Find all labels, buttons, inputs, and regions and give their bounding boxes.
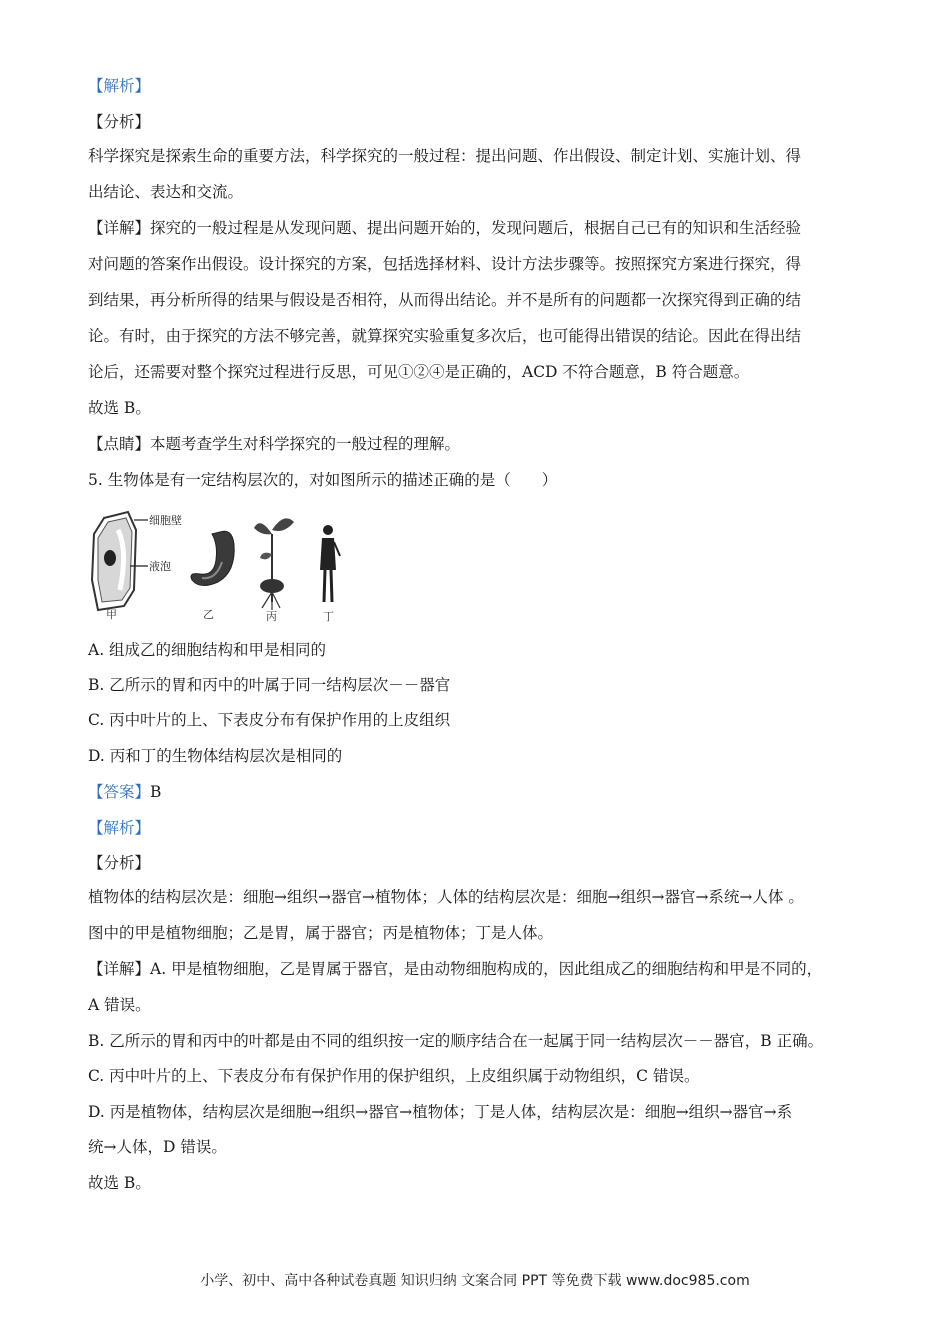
text-line	[88, 470, 868, 490]
line-text: 故选 B。	[88, 399, 151, 417]
label-cell-wall: 细胞壁	[149, 514, 182, 527]
text-line	[88, 923, 868, 943]
plant-icon	[254, 518, 294, 610]
text-line	[88, 1102, 868, 1122]
text-line	[88, 182, 868, 202]
text-line	[88, 1173, 868, 1193]
text-line	[88, 398, 868, 418]
text-line	[88, 1031, 868, 1051]
label-vacuole: 液泡	[149, 560, 171, 573]
section-tag: 【详解】	[88, 960, 151, 978]
text-line	[88, 959, 868, 979]
line-text: 故选 B。	[88, 1174, 151, 1192]
label-jia: 甲	[106, 608, 117, 621]
text-line	[88, 887, 868, 907]
line-text: B	[150, 783, 162, 801]
section-tag: 【答案】	[88, 783, 151, 801]
line-text: A 错误。	[88, 996, 151, 1014]
section-tag: 【点睛】	[88, 435, 151, 453]
text-line	[88, 995, 868, 1015]
line-text: A. 组成乙的细胞结构和甲是相同的	[88, 641, 327, 659]
label-ding: 丁	[323, 610, 334, 622]
line-text: 对问题的答案作出假设。设计探究的方案，包括选择材料、设计方法步骤等。按照探究方案进行探究，得	[88, 255, 802, 273]
text-line	[88, 112, 868, 132]
line-text: 科学探究是探索生命的重要方法，科学探究的一般过程：提出问题、作出假设、制定计划、实施计划、得	[88, 147, 802, 165]
text-line	[88, 326, 868, 346]
text-line	[88, 434, 868, 454]
text-line	[88, 218, 868, 238]
text-line	[88, 76, 868, 96]
text-line	[88, 362, 868, 382]
section-tag: 【分析】	[88, 113, 151, 131]
text-line	[88, 782, 868, 802]
section-tag: 【解析】	[88, 819, 151, 837]
line-text: 论。有时，由于探究的方法不够完善，就算探究实验重复多次后，也可能得出错误的结论。因此在得出结	[88, 327, 802, 345]
text-line	[88, 254, 868, 274]
label-bing: 丙	[266, 610, 277, 622]
line-text: B. 乙所示的胃和丙中的叶都是由不同的组织按一定的顺序结合在一起属于同一结构层次－－器官，B 正确。	[88, 1032, 824, 1050]
section-tag: 【解析】	[88, 77, 151, 95]
human-icon	[320, 525, 340, 602]
section-tag: 【详解】	[88, 219, 151, 237]
text-line	[88, 1066, 868, 1086]
line-text: 到结果，再分析所得的结果与假设是否相符，从而得出结论。并不是所有的问题都一次探究得到正确的结	[88, 291, 802, 309]
text-line	[88, 818, 868, 838]
line-text: 统→人体，D 错误。	[88, 1138, 227, 1156]
text-line	[88, 675, 868, 695]
section-tag: 【分析】	[88, 854, 151, 872]
line-text: 本题考查学生对科学探究的一般过程的理解。	[150, 435, 461, 453]
text-line	[88, 710, 868, 730]
text-line	[88, 640, 868, 660]
line-text: 探究的一般过程是从发现问题、提出问题开始的，发现问题后，根据自己已有的知识和生活经验	[150, 219, 802, 237]
line-text: 图中的甲是植物细胞；乙是胃，属于器官；丙是植物体；丁是人体。	[88, 924, 554, 942]
line-text: D. 丙和丁的生物体结构层次是相同的	[88, 747, 343, 765]
text-line	[88, 146, 868, 166]
structure-figure	[90, 510, 360, 622]
line-text: C. 丙中叶片的上、下表皮分布有保护作用的上皮组织	[88, 711, 451, 729]
page-footer: 小学、初中、高中各种试卷真题 知识归纳 文案合同 PPT 等免费下载 www.doc985.com	[200, 1273, 750, 1289]
line-text: 论后，还需要对整个探究过程进行反思，可见①②④是正确的，ACD 不符合题意，B 符合题意。	[88, 363, 750, 381]
text-line	[88, 290, 868, 310]
line-text: D. 丙是植物体，结构层次是细胞→组织→器官→植物体；丁是人体，结构层次是：细胞→组织→器官→系	[88, 1103, 793, 1121]
text-line	[88, 746, 868, 766]
line-text: B. 乙所示的胃和丙中的叶属于同一结构层次－－器官	[88, 676, 451, 694]
line-text: A. 甲是植物细胞，乙是胃属于器官，是由动物细胞构成的，因此组成乙的细胞结构和甲是不同的，	[150, 960, 823, 978]
line-text: 出结论、表达和交流。	[88, 183, 244, 201]
text-line	[88, 1137, 868, 1157]
line-text: 5. 生物体是有一定结构层次的，对如图所示的描述正确的是（ ）	[88, 471, 558, 489]
line-text: C. 丙中叶片的上、下表皮分布有保护作用的保护组织，上皮组织属于动物组织，C 错误。	[88, 1067, 700, 1085]
stomach-icon	[191, 531, 234, 585]
text-line	[88, 853, 868, 873]
line-text: 植物体的结构层次是：细胞→组织→器官→植物体；人体的结构层次是：细胞→组织→器官→系统→人体 。	[88, 888, 804, 906]
label-yi: 乙	[203, 608, 214, 621]
